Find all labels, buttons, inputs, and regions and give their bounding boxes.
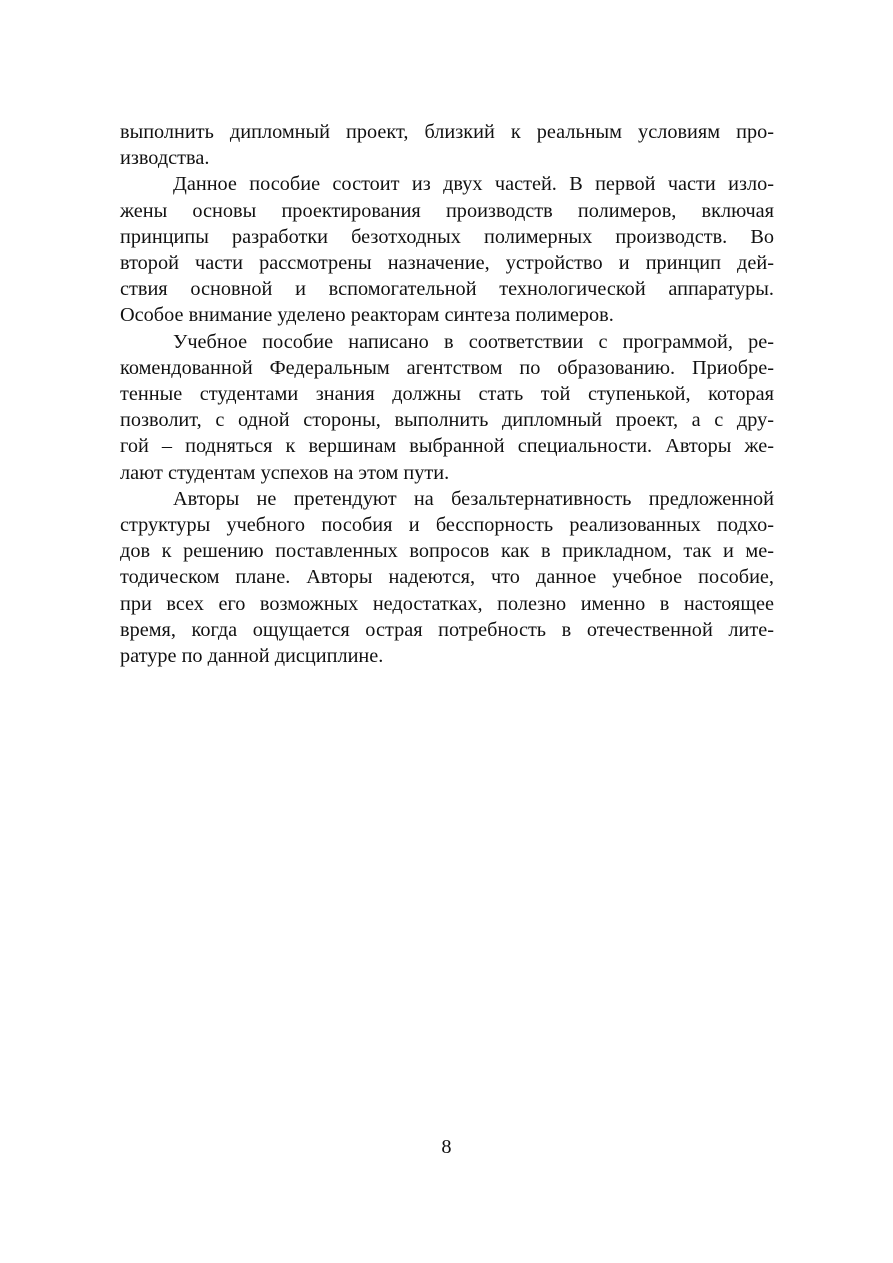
paragraph-continuation [120,119,774,171]
text-line: изводства. [120,147,210,170]
text-line: ствия основной и вспомогательной технологической аппаратуры. [120,278,774,301]
text-line: Учебное пособие написано в соответствии с программой, ре- [173,330,774,353]
text-line: лают студентам успехов на этом пути. [120,461,450,484]
page-body [120,119,774,669]
text-line: Авторы не претендуют на безальтернативность предложенной [173,487,774,510]
text-line: при всех его возможных недостатках, полезно именно в настоящее [120,592,774,615]
text-line: гой – подняться к вершинам выбранной специальности. Авторы же- [120,435,774,458]
text-line: Данное пособие состоит из двух частей. В первой части изло- [173,173,774,196]
text-line: дов к решению поставленных вопросов как в прикладном, так и ме- [120,540,774,563]
text-line: комендованной Федеральным агентством по образованию. Приобре- [120,356,774,379]
text-line: принципы разработки безотходных полимерных производств. Во [120,225,774,248]
paragraph-program [120,329,774,486]
text-line: структуры учебного пособия и бесспорность реализованных подхо- [120,514,774,537]
paragraph-structure [120,171,774,328]
text-line: тенные студентами знания должны стать той ступенькой, которая [120,383,774,406]
text-line: тодическом плане. Авторы надеются, что данное учебное пособие, [120,566,774,589]
text-line: Особое внимание уделено реакторам синтеза полимеров. [120,304,614,327]
text-line: выполнить дипломный проект, близкий к реальным условиям про- [120,121,774,143]
text-line: позволит, с одной стороны, выполнить дипломный проект, а с дру- [120,409,774,432]
text-line: жены основы проектирования производств полимеров, включая [120,199,774,222]
text-line: время, когда ощущается острая потребность в отечественной лите- [120,618,774,641]
page-number: 8 [441,1136,452,1158]
text-line: второй части рассмотрены назначение, устройство и принцип дей- [120,252,774,275]
text-line: ратуре по данной дисциплине. [120,645,384,668]
paragraph-authors [120,486,774,669]
